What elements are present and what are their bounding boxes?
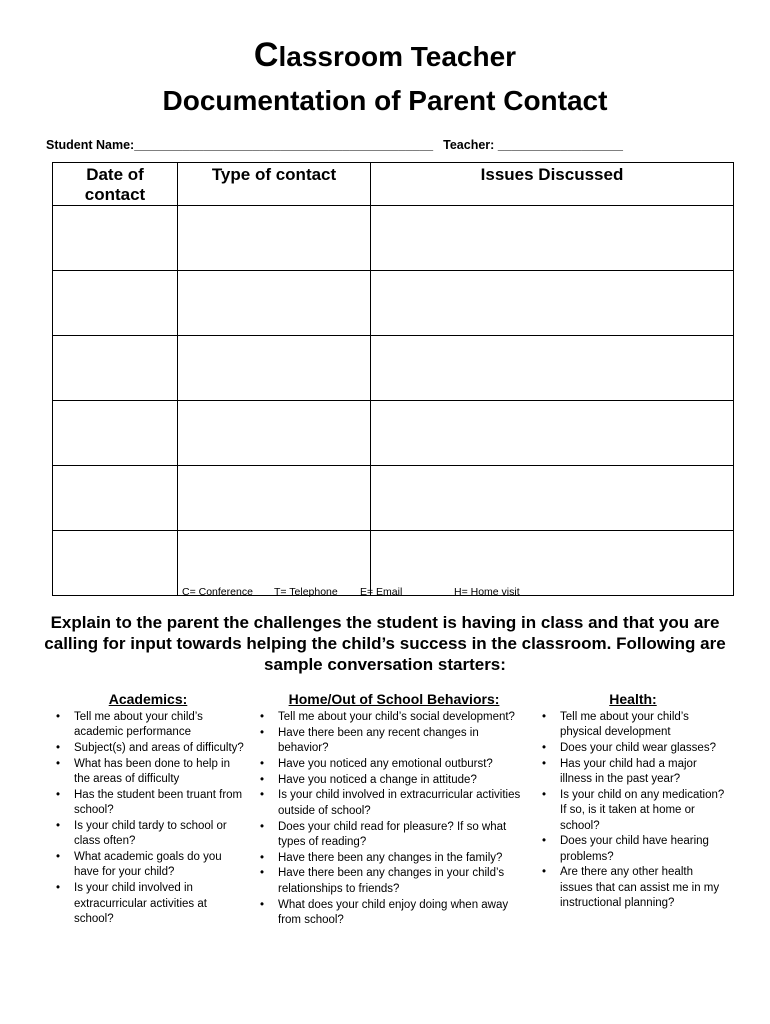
- legend-item: C= Conference: [182, 586, 253, 598]
- title-rest: lassroom Teacher: [278, 41, 517, 72]
- date-cell[interactable]: [53, 531, 178, 596]
- list-item: [256, 820, 532, 851]
- type-cell[interactable]: [178, 336, 371, 401]
- list-item: [256, 851, 532, 866]
- list-item-text: What does your child enjoy doing when away from school?: [278, 898, 509, 926]
- list-item-text: Has your child had a major illness in the past year?: [560, 757, 697, 786]
- home-behaviors-heading: Home/Out of School Behaviors:: [288, 691, 500, 707]
- list-item: [538, 710, 728, 741]
- list-item-text: Have there been any recent changes in behavior?: [278, 726, 479, 755]
- list-item: [256, 710, 532, 725]
- list-item: [256, 757, 532, 772]
- health-heading: Health:: [609, 691, 657, 707]
- list-item-text: Have you noticed a change in attitude?: [278, 773, 477, 786]
- academics-list: [52, 710, 244, 927]
- bullet-icon: •: [55, 851, 61, 864]
- bullet-icon: •: [541, 788, 547, 801]
- list-item: [256, 773, 532, 788]
- list-item-text: Have there been any changes in your child’s relationships to friends?: [278, 867, 505, 895]
- list-item-text: What academic goals do you have for your child?: [74, 851, 222, 879]
- type-cell[interactable]: [178, 401, 371, 466]
- table-row: [53, 206, 734, 271]
- list-item-text: Is your child involved in extracurricular activities outside of school?: [278, 789, 521, 817]
- list-item: [52, 741, 244, 756]
- date-cell[interactable]: [53, 466, 178, 531]
- legend-item: T= Telephone: [274, 586, 338, 598]
- list-item: [538, 788, 728, 834]
- table-row: [53, 466, 734, 531]
- bullet-icon: •: [55, 742, 61, 755]
- bullet-icon: •: [259, 898, 265, 911]
- list-item: [52, 881, 244, 927]
- teacher-field[interactable]: __________________: [497, 138, 623, 152]
- list-item: [538, 741, 728, 756]
- date-cell[interactable]: [53, 401, 178, 466]
- title-initial: C: [253, 36, 279, 74]
- bullet-icon: •: [55, 788, 61, 801]
- home-behaviors-section: [256, 690, 532, 929]
- list-item-text: Tell me about your child’s social development?: [278, 711, 515, 723]
- legend-item: H= Home visit: [454, 586, 520, 598]
- list-item: [538, 865, 728, 911]
- column-header-issues: Issues Discussed: [371, 163, 734, 206]
- list-item: [52, 757, 244, 788]
- bullet-icon: •: [541, 742, 547, 755]
- list-item: [256, 866, 532, 897]
- bullet-icon: •: [541, 866, 547, 879]
- student-name-field[interactable]: ___________________________________________: [134, 138, 434, 152]
- list-item-text: Does your child read for pleasure? If so what types of reading?: [278, 820, 507, 848]
- list-item-text: Is your child tardy to school or class often?: [74, 820, 227, 848]
- list-item: [52, 819, 244, 850]
- date-cell[interactable]: [53, 271, 178, 336]
- list-item-text: Are there any other health issues that can assist me in my instructional planning?: [560, 866, 720, 910]
- list-item-text: Tell me about your child’s physical development: [560, 711, 689, 739]
- bullet-icon: •: [259, 820, 265, 833]
- bullet-icon: •: [55, 757, 61, 770]
- bullet-icon: •: [55, 820, 61, 833]
- student-name-label: Student Name:: [46, 138, 135, 152]
- list-item: [52, 710, 244, 741]
- list-item: [52, 788, 244, 819]
- health-section: [538, 690, 728, 912]
- bullet-icon: •: [259, 711, 265, 723]
- bullet-icon: •: [259, 851, 265, 864]
- list-item: [256, 788, 532, 819]
- list-item-text: Is your child involved in extracurricular activities at school?: [74, 882, 207, 925]
- legend-item: E= Email: [360, 586, 403, 598]
- issues-cell[interactable]: [371, 336, 734, 401]
- table-row: [53, 271, 734, 336]
- table-row: [53, 401, 734, 466]
- date-cell[interactable]: [53, 206, 178, 271]
- column-header-date: Date of contact: [53, 163, 178, 206]
- type-cell[interactable]: [178, 206, 371, 271]
- list-item-text: Tell me about your child’s academic performance: [74, 711, 203, 739]
- list-item: [538, 834, 728, 865]
- list-item-text: What has been done to help in the areas of difficulty: [74, 757, 231, 786]
- list-item-text: Does your child wear glasses?: [560, 742, 716, 755]
- contact-type-legend: [182, 586, 534, 598]
- academics-heading: Academics:: [108, 691, 188, 707]
- bullet-icon: •: [259, 867, 265, 880]
- list-item-text: Have there been any changes in the family?: [278, 851, 503, 864]
- list-item: [256, 726, 532, 757]
- list-item: [538, 757, 728, 788]
- issues-cell[interactable]: [371, 401, 734, 466]
- list-item-text: Does your child have hearing problems?: [560, 835, 709, 863]
- list-item-text: Have you noticed any emotional outburst?: [278, 757, 493, 770]
- list-item-text: Subject(s) and areas of difficulty?: [74, 742, 244, 755]
- header-fields: [46, 138, 726, 152]
- home-behaviors-list: [256, 710, 532, 928]
- list-item-text: Is your child on any medication? If so, is it taken at home or school?: [560, 788, 725, 832]
- table-header-row: [53, 163, 734, 206]
- bullet-icon: •: [55, 711, 61, 723]
- list-item: [52, 850, 244, 881]
- list-item: [256, 898, 532, 929]
- type-cell[interactable]: [178, 271, 371, 336]
- page-title: [0, 38, 770, 74]
- instructions-text: Explain to the parent the challenges the student is having in class and that you are calling for input towards helping the child’s success in the classroom. Following are sample conversation starters:: [44, 613, 726, 674]
- bullet-icon: •: [259, 789, 265, 802]
- bullet-icon: •: [541, 757, 547, 770]
- table-row: [53, 336, 734, 401]
- type-cell[interactable]: [178, 466, 371, 531]
- health-list: [538, 710, 728, 911]
- academics-section: [52, 690, 244, 928]
- bullet-icon: •: [259, 757, 265, 770]
- issues-cell[interactable]: [371, 466, 734, 531]
- date-cell[interactable]: [53, 336, 178, 401]
- contact-log-table: [52, 162, 734, 596]
- issues-cell[interactable]: [371, 271, 734, 336]
- bullet-icon: •: [259, 726, 265, 739]
- page-subtitle: Documentation of Parent Contact: [162, 85, 608, 116]
- column-header-type: Type of contact: [178, 163, 371, 206]
- bullet-icon: •: [55, 882, 61, 895]
- list-item-text: Has the student been truant from school?: [74, 788, 243, 817]
- teacher-label: Teacher:: [443, 138, 495, 152]
- bullet-icon: •: [541, 835, 547, 848]
- table-body: [53, 206, 734, 596]
- issues-cell[interactable]: [371, 206, 734, 271]
- bullet-icon: •: [259, 773, 265, 786]
- bullet-icon: •: [541, 711, 547, 723]
